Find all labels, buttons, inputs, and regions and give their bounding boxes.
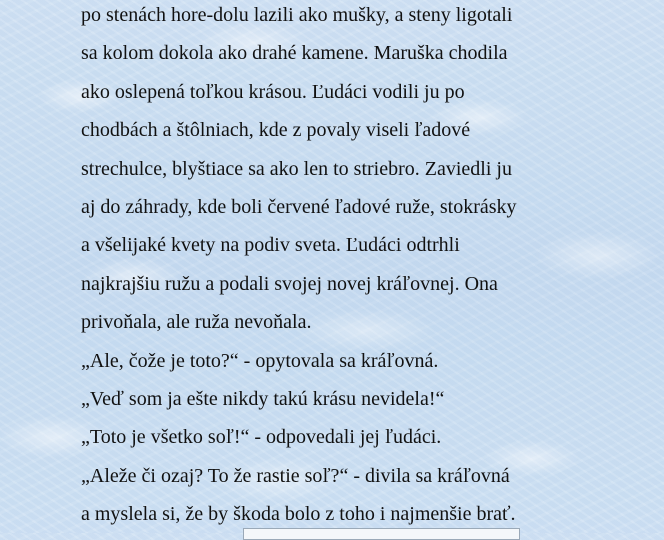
story-line: a myslela si, že by škoda bolo z toho i najmenšie brať. xyxy=(81,503,516,526)
story-line: chodbách a štôlniach, kde z povaly viseli ľadové xyxy=(81,119,471,142)
story-line: ako oslepená toľkou krásou. Ľudáci vodili ju po xyxy=(81,80,465,103)
story-line: sa kolom dokola ako drahé kamene. Maruška chodila xyxy=(81,42,508,65)
story-line: a všelijaké kvety na podiv sveta. Ľudáci odtrhli xyxy=(81,234,460,257)
story-line: po stenách hore-dolu lazili ako mušky, a steny ligotali xyxy=(81,4,513,26)
story-line: najkrajšiu ružu a podali svojej novej kráľovnej. Ona xyxy=(81,272,498,295)
bottom-box xyxy=(243,528,520,540)
story-line: strechulce, blyštiace sa ako len to striebro. Zaviedli ju xyxy=(81,157,512,180)
story-line: „Veď som ja ešte nikdy takú krásu nevidela!“ xyxy=(81,387,445,410)
story-line: „Aleže či ozaj? To že rastie soľ?“ - divila sa kráľovná xyxy=(81,464,510,487)
story-line: „Toto je všetko soľ!“ - odpovedali jej ľudáci. xyxy=(81,426,442,449)
story-line: „Ale, čože je toto?“ - opytovala sa kráľovná. xyxy=(81,349,439,372)
story-text xyxy=(81,0,651,538)
story-line: aj do záhrady, kde boli červené ľadové ruže, stokrásky xyxy=(81,195,517,218)
story-line: privoňala, ale ruža nevoňala. xyxy=(81,311,312,334)
